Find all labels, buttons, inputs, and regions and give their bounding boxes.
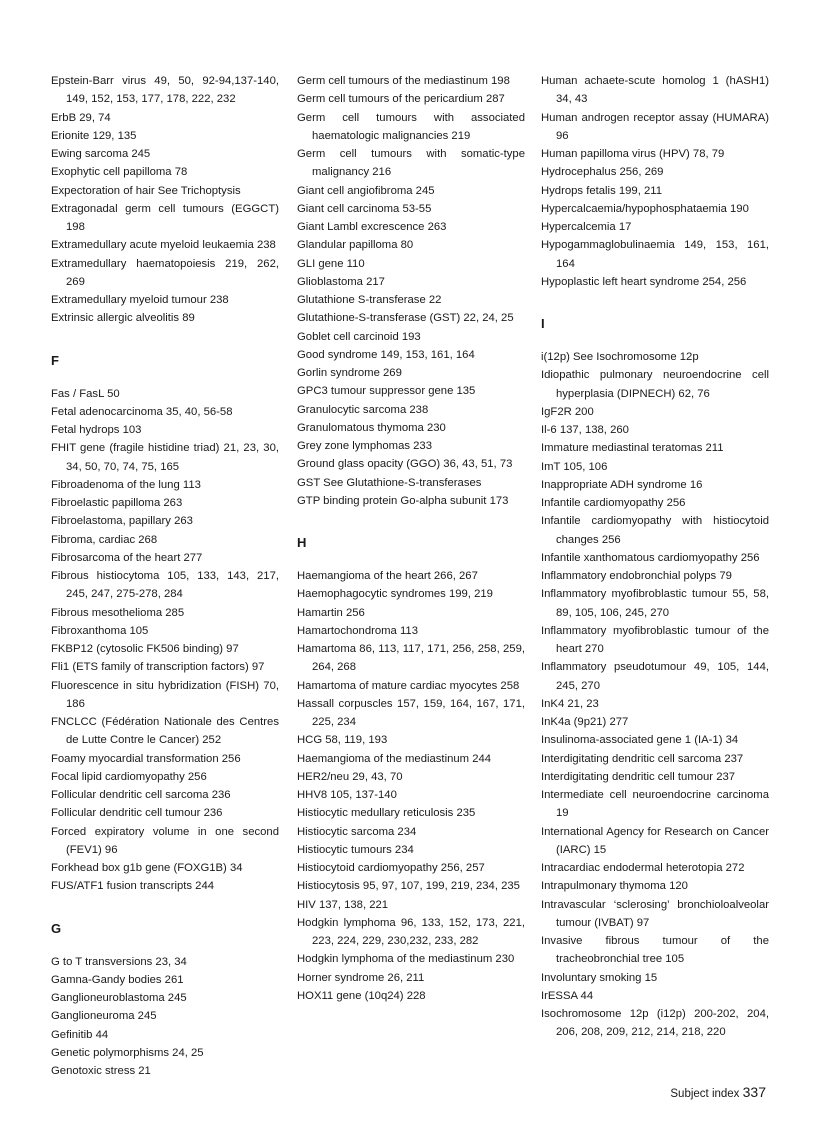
index-entry: Hypercalcemia 17 (541, 221, 632, 233)
index-entry: Intravascular ‘sclerosing’ bronchioloalveolar tumour (IVBAT) 97 (541, 898, 769, 929)
index-entry: Hamartoma 86, 113, 117, 171, 256, 258, 259, 264, 268 (297, 643, 525, 674)
index-column-3 (541, 72, 769, 1042)
index-entry: Forkhead box g1b gene (FOXG1B) 34 (51, 862, 243, 874)
section-letter-heading: F (51, 352, 59, 368)
index-entry: Extrinsic allergic alveolitis 89 (51, 312, 195, 325)
index-entry: Germ cell tumours of the pericardium 287 (297, 93, 505, 106)
index-entry: Exophytic cell papilloma 78 (51, 166, 188, 179)
index-entry: Grey zone lymphomas 233 (297, 440, 432, 452)
index-entry: Fetal adenocarcinoma 35, 40, 56-58 (51, 405, 233, 418)
index-entry: Human papilloma virus (HPV) 78, 79 (541, 148, 725, 160)
index-entry: Insulinoma-associated gene 1 (IA-1) 34 (541, 734, 739, 747)
index-entry: InK4a (9p21) 277 (541, 716, 629, 728)
index-entry: Fibroxanthoma 105 (51, 624, 149, 637)
index-entry: Il-6 137, 138, 260 (541, 424, 629, 436)
index-entry: HER2/neu 29, 43, 70 (297, 770, 403, 783)
index-entry: Histiocytoid cardiomyopathy 256, 257 (297, 862, 485, 874)
index-entry: HOX11 gene (10q24) 228 (297, 989, 426, 1002)
index-entry: InK4 21, 23 (541, 697, 599, 710)
index-entry: Hydrocephalus 256, 269 (541, 166, 664, 179)
index-entry: Gefinitib 44 (51, 1028, 109, 1041)
index-entry: FUS/ATF1 fusion transcripts 244 (51, 880, 215, 893)
index-entry: Fas / FasL 50 (51, 387, 120, 400)
index-entry: Giant cell carcinoma 53-55 (297, 202, 432, 215)
page-footer (670, 1084, 766, 1100)
index-column-2 (297, 72, 525, 1005)
index-entry: Horner syndrome 26, 211 (297, 971, 425, 984)
index-entry: Haemophagocytic syndromes 199, 219 (297, 588, 493, 601)
index-entry: GLI gene 110 (297, 257, 365, 270)
index-entry: Inflammatory pseudotumour 49, 105, 144, 245, 270 (541, 661, 769, 692)
index-entry: G to T transversions 23, 34 (51, 955, 187, 968)
index-entry: Glutathione-S-transferase (GST) 22, 24, 25 (297, 312, 514, 325)
index-entry: Goblet cell carcinoid 193 (297, 330, 421, 343)
index-entry: Expectoration of hair See Trichoptysis (51, 184, 241, 197)
index-entry: Hodgkin lymphoma 96, 133, 152, 173, 221, 223, 224, 229, 230,232, 233, 282 (297, 916, 525, 947)
index-entry: Hamartoma of mature cardiac myocytes 258 (297, 679, 520, 692)
index-entry: Histiocytic tumours 234 (297, 843, 414, 856)
index-entry: Giant Lambl excrescence 263 (297, 221, 447, 233)
index-entry: Granulomatous thymoma 230 (297, 421, 446, 434)
page-number: 337 (742, 1084, 766, 1100)
index-entry: Immature mediastinal teratomas 211 (541, 442, 724, 455)
index-entry: Hypogammaglobulinaemia 149, 153, 161, 164 (541, 239, 769, 270)
index-entry: Ganglioneuroma 245 (51, 1010, 157, 1023)
index-entry: IgF2R 200 (541, 405, 594, 418)
index-entry: Granulocytic sarcoma 238 (297, 403, 429, 416)
index-entry: Hydrops fetalis 199, 211 (541, 184, 662, 197)
index-entry: Foamy myocardial transformation 256 (51, 752, 241, 765)
index-entry: Histiocytosis 95, 97, 107, 199, 219, 234, 235 (297, 880, 520, 893)
index-entry: Ground glass opacity (GGO) 36, 43, 51, 73 (297, 458, 513, 471)
index-entry: Histiocytic sarcoma 234 (297, 825, 417, 838)
index-entry: Hodgkin lymphoma of the mediastinum 230 (297, 953, 515, 966)
index-entry: Haemangioma of the heart 266, 267 (297, 570, 478, 582)
index-entry: Fibrosarcoma of the heart 277 (51, 551, 203, 564)
index-entry: Fibrous histiocytoma 105, 133, 143, 217, 245, 247, 275-278, 284 (51, 570, 279, 601)
index-entry: FHIT gene (fragile histidine triad) 21, 23, 30, 34, 50, 70, 74, 75, 165 (51, 442, 279, 473)
index-entry: Infantile cardiomyopathy with histiocytoid changes 256 (541, 515, 769, 546)
index-entry: ErbB 29, 74 (51, 111, 111, 124)
index-entry: Extramedullary myeloid tumour 238 (51, 294, 229, 306)
index-entry: Idiopathic pulmonary neuroendocrine cell hyperplasia (DIPNECH) 62, 76 (541, 369, 769, 400)
index-entry: ImT 105, 106 (541, 460, 608, 473)
index-entry: Involuntary smoking 15 (541, 971, 658, 984)
index-entry: Inflammatory endobronchial polyps 79 (541, 570, 732, 582)
index-entry: Haemangioma of the mediastinum 244 (297, 752, 492, 765)
index-entry: IrESSA 44 (541, 989, 594, 1002)
index-entry: Histiocytic medullary reticulosis 235 (297, 807, 476, 820)
index-entry: Forced expiratory volume in one second (FEV1) 96 (51, 825, 279, 856)
index-entry: Ganglioneuroblastoma 245 (51, 992, 187, 1004)
index-entry: Hypoplastic left heart syndrome 254, 256 (541, 275, 747, 288)
index-entry: Interdigitating dendritic cell sarcoma 237 (541, 752, 744, 765)
index-entry: Genetic polymorphisms 24, 25 (51, 1046, 204, 1059)
index-entry: Fibroadenoma of the lung 113 (51, 478, 201, 491)
index-entry: Gamna-Gandy bodies 261 (51, 973, 184, 986)
index-entry: i(12p) See Isochromosome 12p (541, 351, 699, 363)
index-entry: Epstein-Barr virus 49, 50, 92-94,137-140, 149, 152, 153, 177, 178, 222, 232 (51, 75, 279, 106)
index-entry: Fluorescence in situ hybridization (FISH) 70, 186 (51, 679, 279, 710)
index-entry: GST See Glutathione-S-transferases (297, 476, 482, 489)
index-entry: FKBP12 (cytosolic FK506 binding) 97 (51, 643, 239, 655)
index-entry: HIV 137, 138, 221 (297, 898, 389, 911)
index-entry: Extramedullary haematopoiesis 219, 262, 269 (51, 257, 279, 288)
index-entry: Hassall corpuscles 157, 159, 164, 167, 171, 225, 234 (297, 697, 525, 728)
index-entry: Infantile xanthomatous cardiomyopathy 256 (541, 551, 760, 564)
index-entry: Fibroelastic papilloma 263 (51, 497, 183, 509)
index-entry: Genotoxic stress 21 (51, 1065, 151, 1077)
index-entry: Inappropriate ADH syndrome 16 (541, 478, 703, 491)
index-entry: Fibroelastoma, papillary 263 (51, 515, 193, 528)
index-entry: Fetal hydrops 103 (51, 424, 142, 436)
index-entry: Glandular papilloma 80 (297, 239, 414, 252)
index-entry: Giant cell angiofibroma 245 (297, 184, 435, 197)
index-entry: Follicular dendritic cell tumour 236 (51, 807, 223, 820)
index-entry: Germ cell tumours with associated haematologic malignancies 219 (297, 111, 525, 142)
index-entry: Intermediate cell neuroendocrine carcinoma 19 (541, 789, 769, 820)
index-entry: Hypercalcaemia/hypophosphataemia 190 (541, 202, 749, 215)
footer-label: Subject index (670, 1088, 740, 1100)
index-entry: Hamartin 256 (297, 606, 365, 619)
index-entry: Invasive fibrous tumour of the tracheobronchial tree 105 (541, 935, 769, 966)
index-entry: Human achaete-scute homolog 1 (hASH1) 34, 43 (541, 75, 769, 106)
index-entry: Inflammatory myofibroblastic tumour 55, 58, 89, 105, 106, 245, 270 (541, 588, 769, 619)
index-entry: Good syndrome 149, 153, 161, 164 (297, 348, 475, 361)
index-entry: Fli1 (ETS family of transcription factors) 97 (51, 661, 265, 674)
index-entry: Focal lipid cardiomyopathy 256 (51, 770, 207, 783)
index-entry: HCG 58, 119, 193 (297, 734, 388, 747)
section-letter-heading: I (541, 316, 545, 331)
index-entry: Intrapulmonary thymoma 120 (541, 880, 688, 893)
index-entry: Intracardiac endodermal heterotopia 272 (541, 862, 745, 874)
index-entry: Fibroma, cardiac 268 (51, 533, 158, 546)
index-entry: Germ cell tumours of the mediastinum 198 (297, 75, 510, 87)
index-entry: Extramedullary acute myeloid leukaemia 238 (51, 239, 276, 252)
index-entry: Interdigitating dendritic cell tumour 237 (541, 770, 736, 783)
index-entry: Glutathione S-transferase 22 (297, 294, 442, 306)
index-entry: Gorlin syndrome 269 (297, 367, 402, 379)
index-entry: Follicular dendritic cell sarcoma 236 (51, 789, 231, 801)
index-entry: Inflammatory myofibroblastic tumour of the heart 270 (541, 624, 769, 655)
index-entry: Fibrous mesothelioma 285 (51, 606, 185, 619)
section-letter-heading: H (297, 535, 307, 550)
index-entry: Germ cell tumours with somatic-type malignancy 216 (297, 148, 525, 179)
index-entry: Hamartochondroma 113 (297, 624, 418, 637)
index-entry: Ewing sarcoma 245 (51, 148, 151, 160)
index-entry: Human androgen receptor assay (HUMARA) 96 (541, 111, 769, 142)
index-entry: Extragonadal germ cell tumours (EGGCT) 198 (51, 202, 279, 233)
section-letter-heading: G (51, 920, 62, 936)
index-entry: Erionite 129, 135 (51, 129, 137, 142)
index-entry: GTP binding protein Go-alpha subunit 173 (297, 494, 509, 507)
index-column-1 (51, 72, 279, 1080)
index-entry: GPC3 tumour suppressor gene 135 (297, 385, 476, 398)
index-entry: HHV8 105, 137-140 (297, 789, 397, 801)
index-entry: Glioblastoma 217 (297, 275, 385, 288)
index-entry: International Agency for Research on Cancer (IARC) 15 (541, 825, 769, 856)
index-entry: Isochromosome 12p (i12p) 200-202, 204, 206, 208, 209, 212, 214, 218, 220 (541, 1008, 769, 1039)
index-entry: FNCLCC (Fédération Nationale des Centres de Lutte Contre le Cancer) 252 (51, 716, 279, 747)
index-entry: Infantile cardiomyopathy 256 (541, 497, 686, 509)
